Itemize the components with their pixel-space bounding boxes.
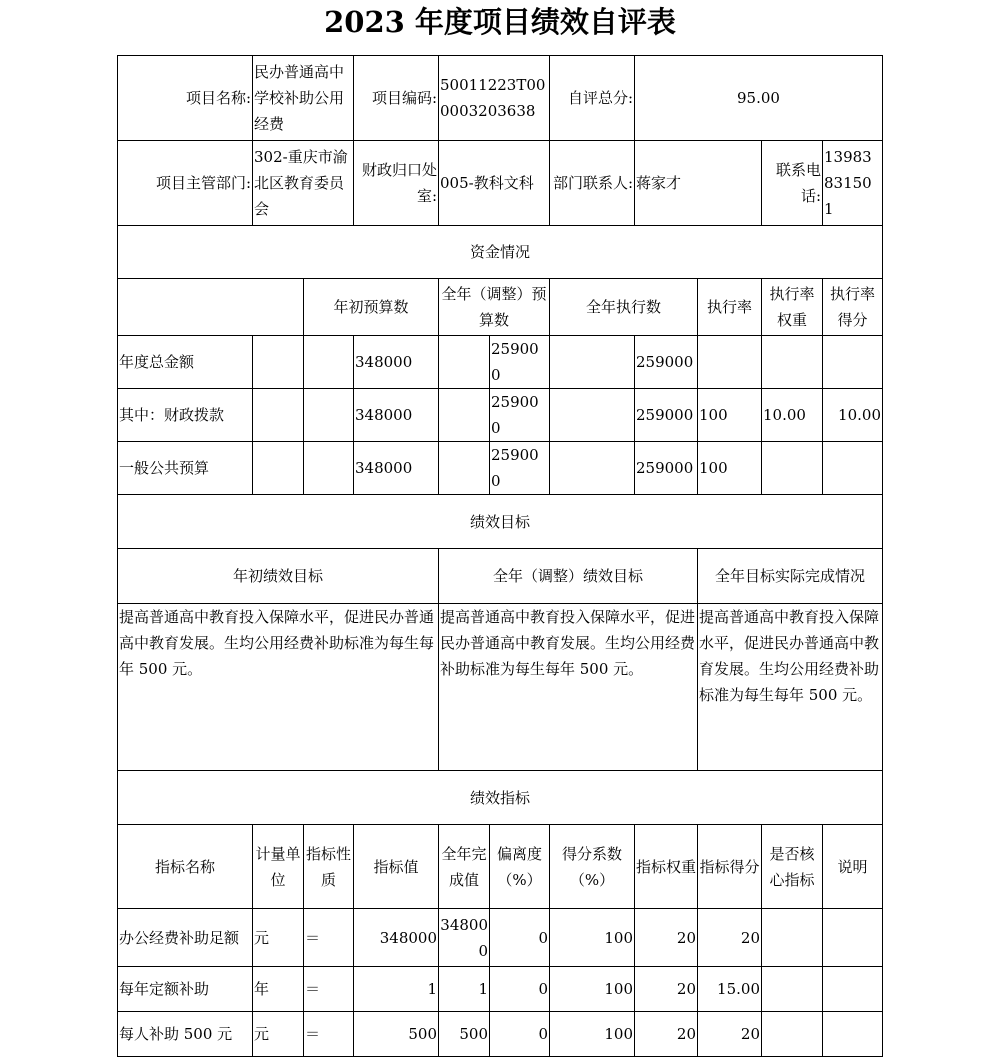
funds-weight	[762, 336, 823, 389]
info-row-2	[118, 141, 883, 226]
goals-adjusted-text: 提高普通高中教育投入保障水平，促进民办普通高中教育发展。生均公用经费补助标准为每生每年 500 元。	[439, 604, 698, 771]
goals-section-title: 绩效目标	[118, 495, 883, 549]
contact-label: 部门联系人:	[550, 141, 635, 226]
funds-header-weight: 执行率权重	[762, 279, 823, 336]
funds-executed: 259000	[635, 442, 698, 495]
funds-section-row	[118, 226, 883, 279]
finance-office-label: 财政归口处室:	[354, 141, 439, 226]
funds-row	[118, 389, 883, 442]
funds-adjusted: 259000	[490, 389, 550, 442]
empty-cell	[253, 442, 304, 495]
dept-value: 302-重庆市渝北区教育委员会	[253, 141, 354, 226]
ind-core	[762, 1012, 823, 1057]
ind-header-coef: 得分系数（%）	[550, 825, 635, 909]
funds-initial: 348000	[354, 336, 439, 389]
empty-cell	[253, 336, 304, 389]
funds-header-initial: 年初预算数	[304, 279, 439, 336]
empty-cell	[253, 389, 304, 442]
self-score-value: 95.00	[635, 56, 883, 141]
funds-executed: 259000	[635, 336, 698, 389]
funds-score: 10.00	[823, 389, 883, 442]
ind-value: 1	[354, 967, 439, 1012]
ind-deviation: 0	[490, 1012, 550, 1057]
contact-value: 蒋家才	[635, 141, 762, 226]
ind-header-deviation: 偏离度（%）	[490, 825, 550, 909]
empty-cell	[304, 336, 354, 389]
ind-nature: ＝	[304, 1012, 354, 1057]
funds-header-executed: 全年执行数	[550, 279, 698, 336]
empty-cell	[439, 442, 490, 495]
funds-header-rate: 执行率	[698, 279, 762, 336]
ind-weight: 20	[635, 967, 698, 1012]
funds-initial: 348000	[354, 389, 439, 442]
ind-value: 500	[354, 1012, 439, 1057]
funds-adjusted: 259000	[490, 442, 550, 495]
goals-text-row	[118, 604, 883, 771]
funds-adjusted: 259000	[490, 336, 550, 389]
ind-header-unit: 计量单位	[253, 825, 304, 909]
funds-score	[823, 442, 883, 495]
empty-cell	[550, 442, 635, 495]
ind-header-nature: 指标性质	[304, 825, 354, 909]
ind-header-score: 指标得分	[698, 825, 762, 909]
ind-header-completed: 全年完成值	[439, 825, 490, 909]
goals-initial-text: 提高普通高中教育投入保障水平，促进民办普通高中教育发展。生均公用经费补助标准为每生每年 500 元。	[118, 604, 439, 771]
funds-row	[118, 336, 883, 389]
ind-note	[823, 909, 883, 967]
phone-label: 联系电话:	[762, 141, 823, 226]
ind-header-name: 指标名称	[118, 825, 253, 909]
goals-header-row	[118, 549, 883, 604]
empty-cell	[304, 442, 354, 495]
indicators-section-title: 绩效指标	[118, 771, 883, 825]
ind-coef: 100	[550, 909, 635, 967]
funds-score	[823, 336, 883, 389]
funds-weight	[762, 442, 823, 495]
funds-rate: 100	[698, 442, 762, 495]
funds-header-adjusted: 全年（调整）预算数	[439, 279, 550, 336]
goals-adjusted-header: 全年（调整）绩效目标	[439, 549, 698, 604]
funds-executed: 259000	[635, 389, 698, 442]
project-code-label: 项目编码:	[354, 56, 439, 141]
empty-cell	[439, 389, 490, 442]
ind-nature: ＝	[304, 909, 354, 967]
funds-rate: 100	[698, 389, 762, 442]
ind-header-core: 是否核心指标	[762, 825, 823, 909]
project-name-label: 项目名称:	[118, 56, 253, 141]
evaluation-table	[117, 55, 883, 1057]
funds-row	[118, 442, 883, 495]
goals-initial-header: 年初绩效目标	[118, 549, 439, 604]
funds-weight: 10.00	[762, 389, 823, 442]
ind-weight: 20	[635, 909, 698, 967]
funds-section-title: 资金情况	[118, 226, 883, 279]
self-score-label: 自评总分:	[550, 56, 635, 141]
finance-office-value: 005-教科文科	[439, 141, 550, 226]
funds-row-label: 一般公共预算	[118, 442, 253, 495]
ind-note	[823, 967, 883, 1012]
funds-header-blank	[118, 279, 304, 336]
dept-label: 项目主管部门:	[118, 141, 253, 226]
project-code-value: 50011223T000003203638	[439, 56, 550, 141]
goals-actual-text: 提高普通高中教育投入保障水平，促进民办普通高中教育发展。生均公用经费补助标准为每生每年 500 元。	[698, 604, 883, 771]
empty-cell	[304, 389, 354, 442]
ind-header-value: 指标值	[354, 825, 439, 909]
ind-deviation: 0	[490, 909, 550, 967]
page-title: 2023 年度项目绩效自评表	[324, 5, 676, 39]
funds-initial: 348000	[354, 442, 439, 495]
empty-cell	[550, 389, 635, 442]
ind-unit: 元	[253, 909, 304, 967]
ind-unit: 元	[253, 1012, 304, 1057]
ind-completed: 1	[439, 967, 490, 1012]
indicator-row	[118, 967, 883, 1012]
ind-weight: 20	[635, 1012, 698, 1057]
goals-actual-header: 全年目标实际完成情况	[698, 549, 883, 604]
phone-value: 13983831501	[823, 141, 883, 226]
ind-name: 办公经费补助足额	[118, 909, 253, 967]
ind-nature: ＝	[304, 967, 354, 1012]
ind-score: 20	[698, 1012, 762, 1057]
ind-completed: 500	[439, 1012, 490, 1057]
ind-core	[762, 967, 823, 1012]
ind-header-note: 说明	[823, 825, 883, 909]
indicators-header-row	[118, 825, 883, 909]
ind-unit: 年	[253, 967, 304, 1012]
ind-score: 20	[698, 909, 762, 967]
ind-note	[823, 1012, 883, 1057]
indicator-row	[118, 909, 883, 967]
funds-header-score: 执行率得分	[823, 279, 883, 336]
ind-coef: 100	[550, 1012, 635, 1057]
ind-completed: 348000	[439, 909, 490, 967]
funds-rate	[698, 336, 762, 389]
funds-header-row	[118, 279, 883, 336]
ind-header-weight: 指标权重	[635, 825, 698, 909]
goals-section-row	[118, 495, 883, 549]
funds-row-label: 年度总金额	[118, 336, 253, 389]
info-row-1	[118, 56, 883, 141]
ind-name: 每人补助 500 元	[118, 1012, 253, 1057]
ind-value: 348000	[354, 909, 439, 967]
ind-coef: 100	[550, 967, 635, 1012]
project-name-value: 民办普通高中学校补助公用经费	[253, 56, 354, 141]
indicators-section-row	[118, 771, 883, 825]
ind-name: 每年定额补助	[118, 967, 253, 1012]
empty-cell	[439, 336, 490, 389]
empty-cell	[550, 336, 635, 389]
ind-core	[762, 909, 823, 967]
indicator-row	[118, 1012, 883, 1057]
funds-row-label: 其中：财政拨款	[118, 389, 253, 442]
ind-deviation: 0	[490, 967, 550, 1012]
ind-score: 15.00	[698, 967, 762, 1012]
